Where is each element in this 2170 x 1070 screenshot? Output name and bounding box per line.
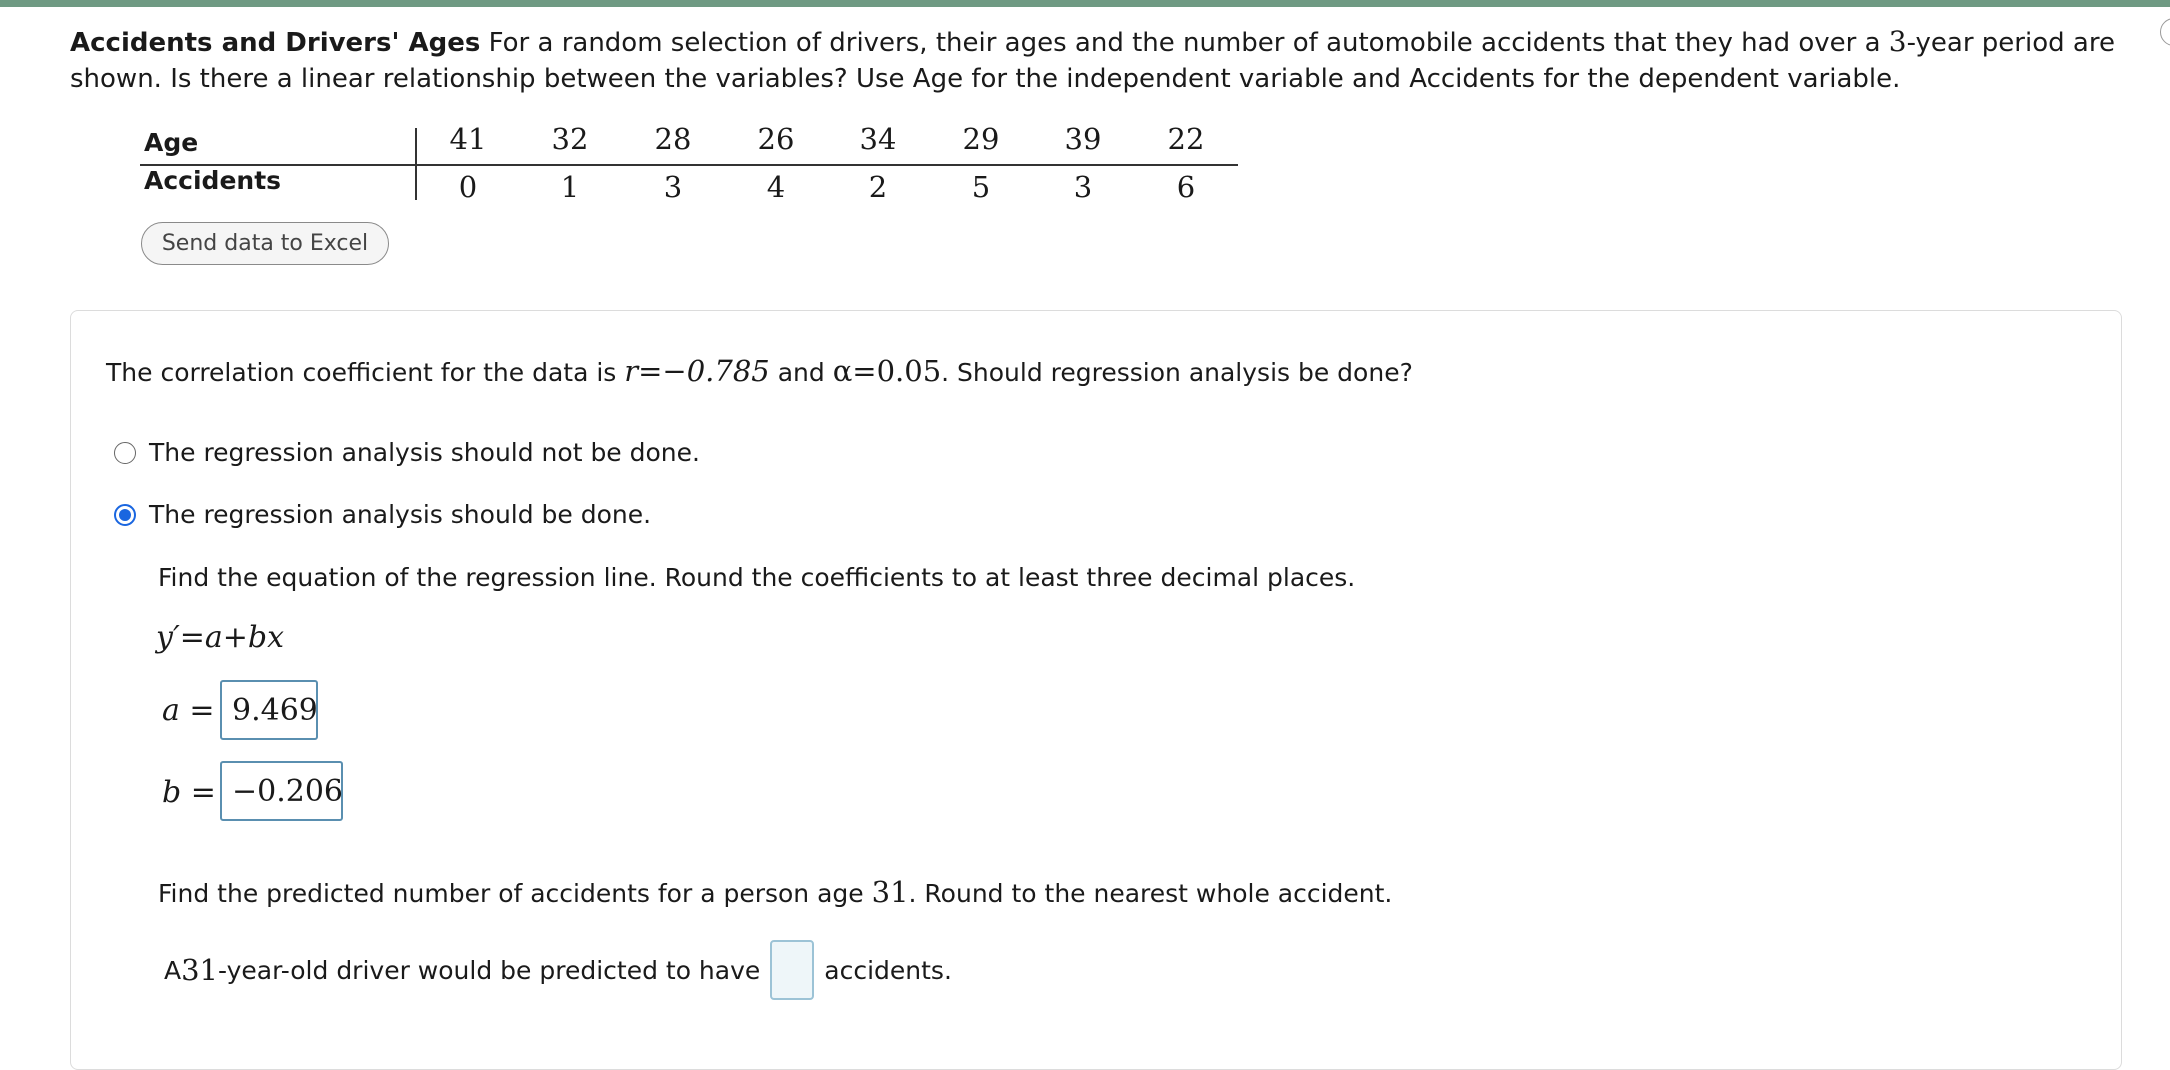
table-cell-age: 32 bbox=[551, 122, 589, 156]
send-data-to-excel-button[interactable]: Send data to Excel bbox=[141, 222, 389, 265]
option-done-label: The regression analysis should be done. bbox=[149, 500, 652, 529]
table-row-label-accidents: Accidents bbox=[144, 166, 282, 195]
regression-equation: y′=a+bx bbox=[156, 620, 285, 655]
period-years: 3 bbox=[1888, 25, 1907, 58]
table-horizontal-divider bbox=[140, 164, 1238, 166]
table-cell-accidents: 3 bbox=[1073, 170, 1093, 204]
answer-age: 31 bbox=[181, 953, 219, 987]
table-vertical-divider bbox=[415, 128, 417, 200]
option-done[interactable] bbox=[114, 500, 651, 529]
table-cell-age: 34 bbox=[859, 122, 897, 156]
regression-instruction: Find the equation of the regression line. Round the coefficients to at least three decimal places. bbox=[158, 563, 1356, 592]
table-cell-accidents: 1 bbox=[560, 170, 580, 204]
radio-done-selected[interactable] bbox=[114, 504, 136, 526]
table-row-label-age: Age bbox=[144, 128, 199, 157]
top-accent-bar bbox=[0, 0, 2170, 7]
table-cell-age: 41 bbox=[449, 122, 487, 156]
problem-text-a: For a random selection of drivers, their ages and the number of automobile accidents that they had over a bbox=[480, 28, 1889, 58]
prediction-instruction: Find the predicted number of accidents for a person age 31. Round to the nearest whole accident. bbox=[158, 875, 1393, 909]
table-cell-accidents: 5 bbox=[971, 170, 991, 204]
table-cell-age: 26 bbox=[757, 122, 795, 156]
r-value: r=−0.785 bbox=[624, 354, 770, 388]
alpha-value: α=0.05 bbox=[832, 354, 942, 388]
option-not-done[interactable] bbox=[114, 438, 700, 467]
prediction-age: 31 bbox=[871, 875, 909, 909]
radio-not-done[interactable] bbox=[114, 442, 136, 464]
problem-title: Accidents and Drivers' Ages bbox=[70, 28, 481, 58]
problem-text-b: -year period are shown. Is there a linear relationship between the variables? Use Age for the independent variable and Accidents for the dependent variable. bbox=[70, 28, 2115, 94]
table-cell-age: 39 bbox=[1064, 122, 1102, 156]
option-not-done-label: The regression analysis should not be done. bbox=[149, 438, 700, 467]
table-cell-accidents: 0 bbox=[458, 170, 478, 204]
table-cell-accidents: 6 bbox=[1176, 170, 1196, 204]
correlation-question: The correlation coefficient for the data is r=−0.785 and α=0.05. Should regression analysis be done? bbox=[106, 354, 1413, 388]
table-cell-accidents: 3 bbox=[663, 170, 683, 204]
a-coefficient-input[interactable]: 9.469 bbox=[220, 680, 318, 740]
table-cell-accidents: 2 bbox=[868, 170, 888, 204]
problem-statement bbox=[70, 24, 2120, 97]
predicted-accidents-input[interactable] bbox=[770, 940, 814, 1000]
table-cell-age: 22 bbox=[1167, 122, 1205, 156]
table-cell-age: 29 bbox=[962, 122, 1000, 156]
help-circle-icon[interactable] bbox=[2160, 18, 2170, 46]
table-cell-age: 28 bbox=[654, 122, 692, 156]
a-label: a = bbox=[162, 693, 215, 728]
b-label: b = bbox=[162, 775, 216, 810]
prediction-answer-row: A 31 -year-old driver would be predicted to have accidents. bbox=[164, 940, 952, 1000]
b-coefficient-input[interactable]: −0.206 bbox=[220, 761, 343, 821]
table-cell-accidents: 4 bbox=[766, 170, 786, 204]
